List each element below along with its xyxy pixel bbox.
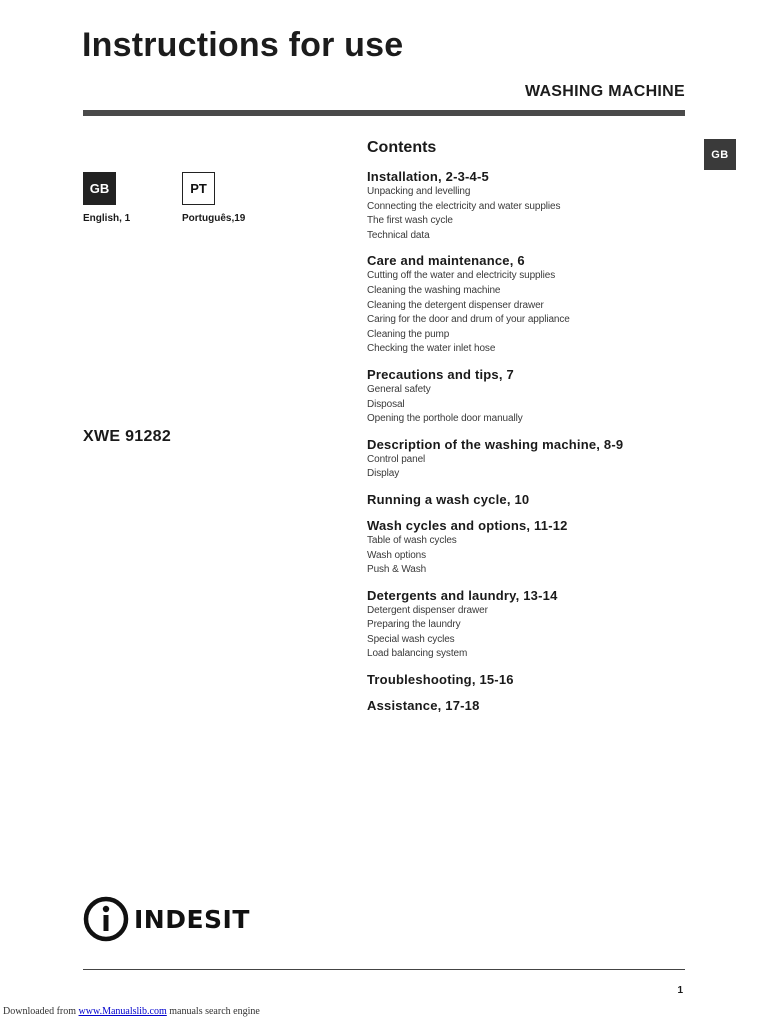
language-label-pt[interactable]: Português,19 bbox=[182, 213, 246, 224]
contents-heading: Contents bbox=[367, 139, 437, 156]
section-items bbox=[367, 185, 687, 243]
section-title[interactable]: Troubleshooting, 15-16 bbox=[367, 672, 514, 688]
section-title[interactable]: Installation, 2-3-4-5 bbox=[367, 169, 489, 184]
language-side-tab[interactable]: GB bbox=[704, 139, 736, 170]
section-item[interactable]: Disposal bbox=[367, 398, 405, 410]
section-title[interactable]: Running a wash cycle, 10 bbox=[367, 491, 530, 507]
section-items bbox=[367, 269, 687, 357]
contents-section bbox=[367, 491, 687, 508]
model-number: XWE 91282 bbox=[83, 428, 172, 445]
contents-section bbox=[367, 366, 687, 427]
section-title[interactable]: Wash cycles and options, 11-12 bbox=[367, 517, 568, 533]
section-item[interactable]: Detergent dispenser drawer bbox=[367, 604, 488, 616]
footer-prefix: Downloaded from bbox=[3, 1006, 77, 1017]
header-divider bbox=[83, 110, 685, 116]
table-of-contents bbox=[367, 138, 687, 723]
footer-divider bbox=[83, 969, 685, 970]
section-item[interactable]: Cutting off the water and electricity supplies bbox=[367, 270, 556, 282]
section-item[interactable]: Connecting the electricity and water supplies bbox=[367, 200, 561, 212]
section-title[interactable]: Description of the washing machine, 8-9 bbox=[367, 436, 624, 452]
section-items bbox=[367, 453, 687, 482]
section-item[interactable]: Unpacking and levelling bbox=[367, 186, 471, 197]
section-title[interactable]: Assistance, 17-18 bbox=[367, 698, 480, 714]
section-item[interactable]: Preparing the laundry bbox=[367, 619, 461, 631]
language-box-gb[interactable]: GB bbox=[83, 172, 116, 205]
contents-section bbox=[367, 671, 687, 688]
section-item[interactable]: Wash options bbox=[367, 549, 427, 561]
product-type: WASHING MACHINE bbox=[524, 83, 685, 100]
section-item[interactable]: Push & Wash bbox=[367, 564, 427, 576]
section-items bbox=[367, 534, 687, 578]
contents-section bbox=[367, 436, 687, 482]
section-item[interactable]: Caring for the door and drum of your appliance bbox=[367, 314, 570, 326]
section-items bbox=[367, 383, 687, 427]
section-item[interactable]: General safety bbox=[367, 383, 431, 395]
section-title[interactable]: Detergents and laundry, 13-14 bbox=[367, 587, 558, 603]
language-label-gb[interactable]: English, 1 bbox=[83, 213, 131, 224]
brand-name: INDESIT bbox=[134, 904, 250, 934]
contents-section bbox=[367, 252, 687, 357]
section-item[interactable]: Technical data bbox=[367, 229, 430, 241]
indesit-power-icon bbox=[83, 896, 129, 942]
section-items bbox=[367, 604, 687, 662]
contents-section bbox=[367, 517, 687, 578]
section-item[interactable]: The first wash cycle bbox=[367, 215, 453, 227]
section-item[interactable]: Cleaning the detergent dispenser drawer bbox=[367, 299, 544, 311]
language-box-pt[interactable]: PT bbox=[182, 172, 215, 205]
section-title[interactable]: Care and maintenance, 6 bbox=[367, 253, 525, 269]
footer-suffix: manuals search engine bbox=[169, 1006, 260, 1017]
section-item[interactable]: Control panel bbox=[367, 453, 426, 465]
download-footer bbox=[3, 1006, 260, 1017]
contents-section bbox=[367, 168, 687, 243]
section-item[interactable]: Special wash cycles bbox=[367, 633, 455, 645]
contents-section bbox=[367, 587, 687, 662]
section-item[interactable]: Checking the water inlet hose bbox=[367, 343, 496, 355]
section-item[interactable]: Table of wash cycles bbox=[367, 534, 457, 546]
page-title: Instructions for use bbox=[82, 26, 404, 64]
section-item[interactable]: Opening the porthole door manually bbox=[367, 413, 523, 425]
contents-sections bbox=[367, 168, 687, 714]
page-number: 1 bbox=[677, 985, 683, 996]
section-item[interactable]: Load balancing system bbox=[367, 648, 468, 660]
contents-section bbox=[367, 697, 687, 714]
section-title[interactable]: Precautions and tips, 7 bbox=[367, 366, 514, 382]
section-item[interactable]: Cleaning the pump bbox=[367, 328, 450, 340]
manualslib-link[interactable]: www.Manualslib.com bbox=[78, 1006, 167, 1017]
section-item[interactable]: Display bbox=[367, 468, 400, 480]
brand-logo bbox=[83, 896, 250, 942]
section-item[interactable]: Cleaning the washing machine bbox=[367, 284, 501, 296]
